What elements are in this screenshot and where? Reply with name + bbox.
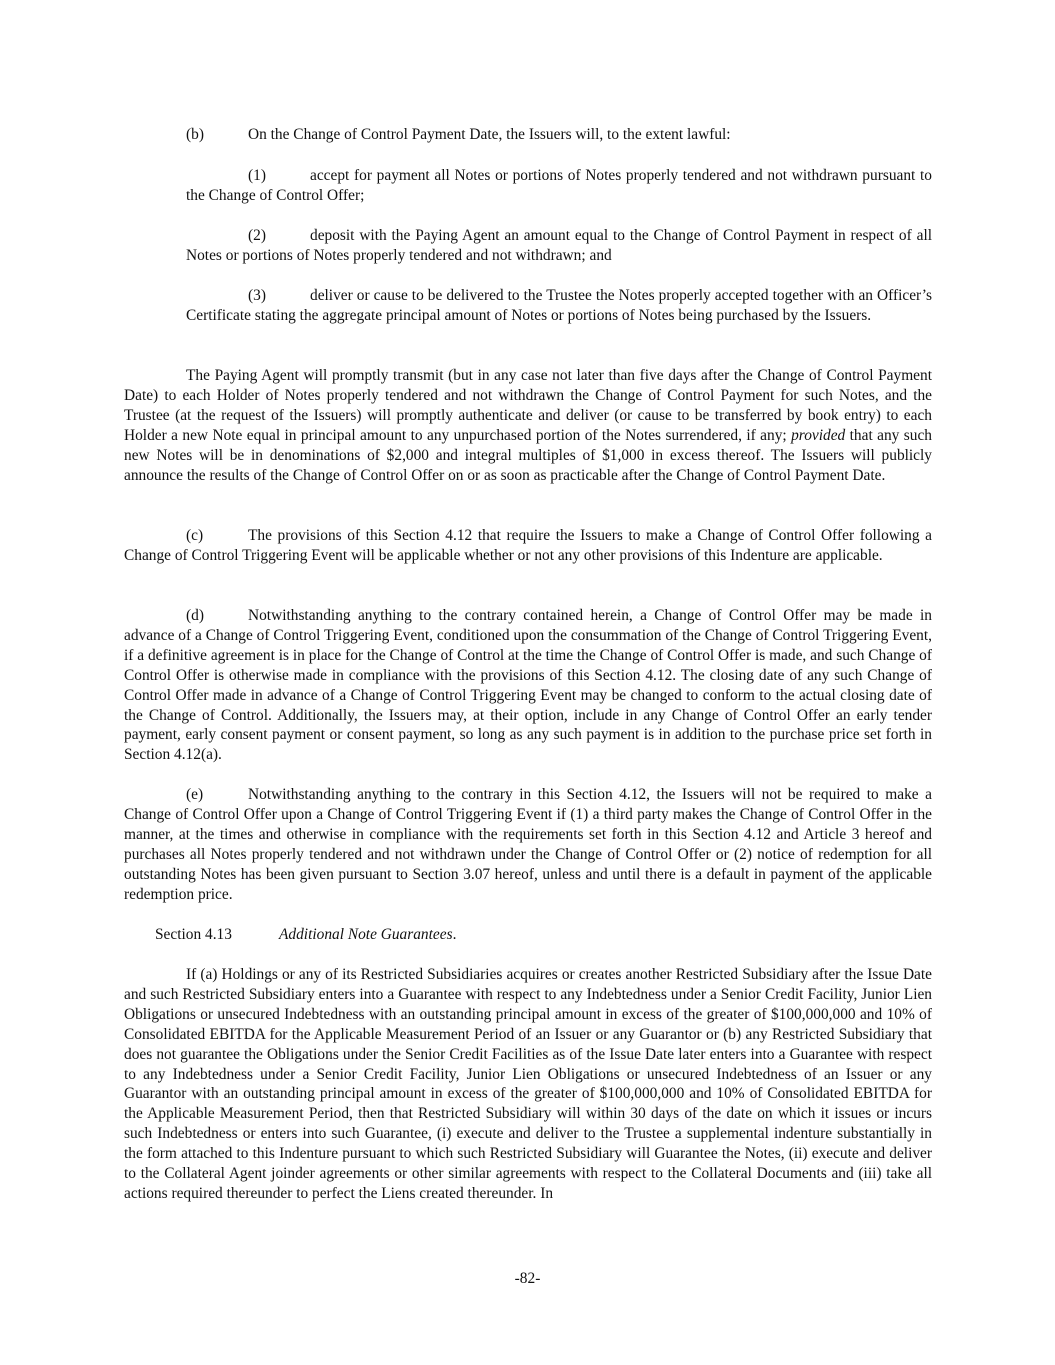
- paragraph-c-label: (c): [186, 527, 204, 544]
- paragraph-e-label: (e): [186, 786, 204, 803]
- paragraph-c: [124, 526, 932, 566]
- paragraph-d-text: Notwithstanding anything to the contrary contained herein, a Change of Control Offer may be made in advance of a Change of Control Triggering Event, conditioned upon the consummation of the Change of Control Triggering Event, if a definitive agreement is in place for the Change of Control at the time the Change of Control Offer is made, and such Change of Control Offer is otherwise made in compliance with the provisions of this Section 4.12. The closing date of any such Change of Control Offer made in advance of a Change of Control Triggering Event may be changed to conform to the actual closing date of the Change of Control. Additionally, the Issuers may, at their option, include in any Change of Control Offer an early tender payment, early consent payment or consent payment, so long as any such payment is in addition to the purchase price set forth in Section 4.12(a).: [124, 607, 932, 764]
- paying-agent-text-after: that any such new Notes will be in denominations of $2,000 and integral multiples of $1,000 in excess thereof. The Issuers will publicly announce the results of the Change of Control Offer on or as soon as practicable after the Change of Control Payment Date.: [124, 426, 932, 484]
- paying-agent-text-before: The Paying Agent will promptly transmit (but in any case not later than five days after the Change of Control Payment Date) to each Holder of Notes properly tendered and not withdrawn the Change of Control Payment for such Notes, and the Trustee (at the request of the Issuers) will promptly authenticate and deliver (or cause to be transferred by book entry) to each Holder a new Note equal in principal amount to any unpurchased portion of the Notes surrendered, if any;: [124, 367, 932, 444]
- paragraph-b1-text: accept for payment all Notes or portions of Notes properly tendered and not withdrawn pursuant to the Change of Control Offer;: [186, 167, 932, 204]
- page-number: -82-: [514, 1270, 541, 1287]
- paragraph-b3-label: (3): [248, 287, 266, 304]
- section-title-period: .: [452, 926, 457, 943]
- paragraph-b-label: (b): [186, 126, 204, 143]
- paragraph-b1: [186, 166, 932, 206]
- section-heading: [155, 925, 456, 945]
- paragraph-b-text: On the Change of Control Payment Date, the Issuers will, to the extent lawful:: [248, 126, 731, 143]
- paragraph-d: [124, 606, 932, 765]
- paragraph-paying-agent: [124, 366, 932, 485]
- paragraph-e: [124, 785, 932, 904]
- paragraph-e-text: Notwithstanding anything to the contrary in this Section 4.12, the Issuers will not be required to make a Change of Control Offer upon a Change of Control Triggering Event if (1) a third party makes the Change of Control Offer in the manner, at the times and otherwise in compliance with the requirements set forth in this Section 4.12 and Article 3 hereof and purchases all Notes properly tendered and not withdrawn under the Change of Control Offer or (2) notice of redemption for all outstanding Notes has been given pursuant to Section 3.07 hereof, unless and until there is a default in payment of the applicable redemption price.: [124, 786, 932, 903]
- section-number: Section 4.13: [155, 926, 232, 943]
- paragraph-b: [186, 125, 932, 145]
- paragraph-b3: [186, 286, 932, 326]
- paragraph-guarantee: If (a) Holdings or any of its Restricted Subsidiaries acquires or creates another Restricted Subsidiary after the Issue Date and such Restricted Subsidiary enters into a Guarantee with respect to any Indebtedness under a Senior Credit Facility, Junior Lien Obligations or unsecured Indebtedness with an outstanding principal amount in excess of the greater of $100,000,000 and 10% of Consolidated EBITDA for the Applicable Measurement Period of an Issuer or any Guarantor or (b) any Restricted Subsidiary that does not guarantee the Obligations under the Senior Credit Facilities as of the Issue Date later enters into a Guarantee with respect to any Indebtedness under a Senior Credit Facility, Junior Lien Obligations or unsecured Indebtedness of an Issuer or any Guarantor with an outstanding principal amount in excess of the greater of $100,000,000 and 10% of Consolidated EBITDA for the Applicable Measurement Period, then that Restricted Subsidiary will within 30 days of the date on which it issues or incurs such Indebtedness or enters into such Guarantee, (i) execute and deliver to the Trustee a supplemental indenture substantially in the form attached to this Indenture pursuant to which such Restricted Subsidiary will Guarantee the Notes, (ii) execute and deliver to the Collateral Agent joinder agreements or other similar agreements with respect to the Collateral Documents and (iii) take all actions required thereunder to perfect the Liens created thereunder. In: [124, 966, 932, 1202]
- section-title: Additional Note Guarantees: [279, 926, 453, 943]
- paragraph-b2-text: deposit with the Paying Agent an amount equal to the Change of Control Payment in respect of all Notes or portions of Notes properly tendered and not withdrawn; and: [186, 227, 932, 264]
- paragraph-b1-label: (1): [248, 167, 266, 184]
- paragraph-b2: [186, 226, 932, 266]
- paying-agent-emphasis: provided: [791, 426, 846, 444]
- paragraph-c-text: The provisions of this Section 4.12 that require the Issuers to make a Change of Control Offer following a Change of Control Triggering Event will be applicable whether or not any other provisions of this Indenture are applicable.: [124, 527, 932, 564]
- paragraph-b3-text: deliver or cause to be delivered to the Trustee the Notes properly accepted together with an Officer’s Certificate stating the aggregate principal amount of Notes or portions of Notes being purchased by the Issuers.: [186, 287, 932, 324]
- paragraph-d-label: (d): [186, 607, 204, 624]
- paragraph-b2-label: (2): [248, 227, 266, 244]
